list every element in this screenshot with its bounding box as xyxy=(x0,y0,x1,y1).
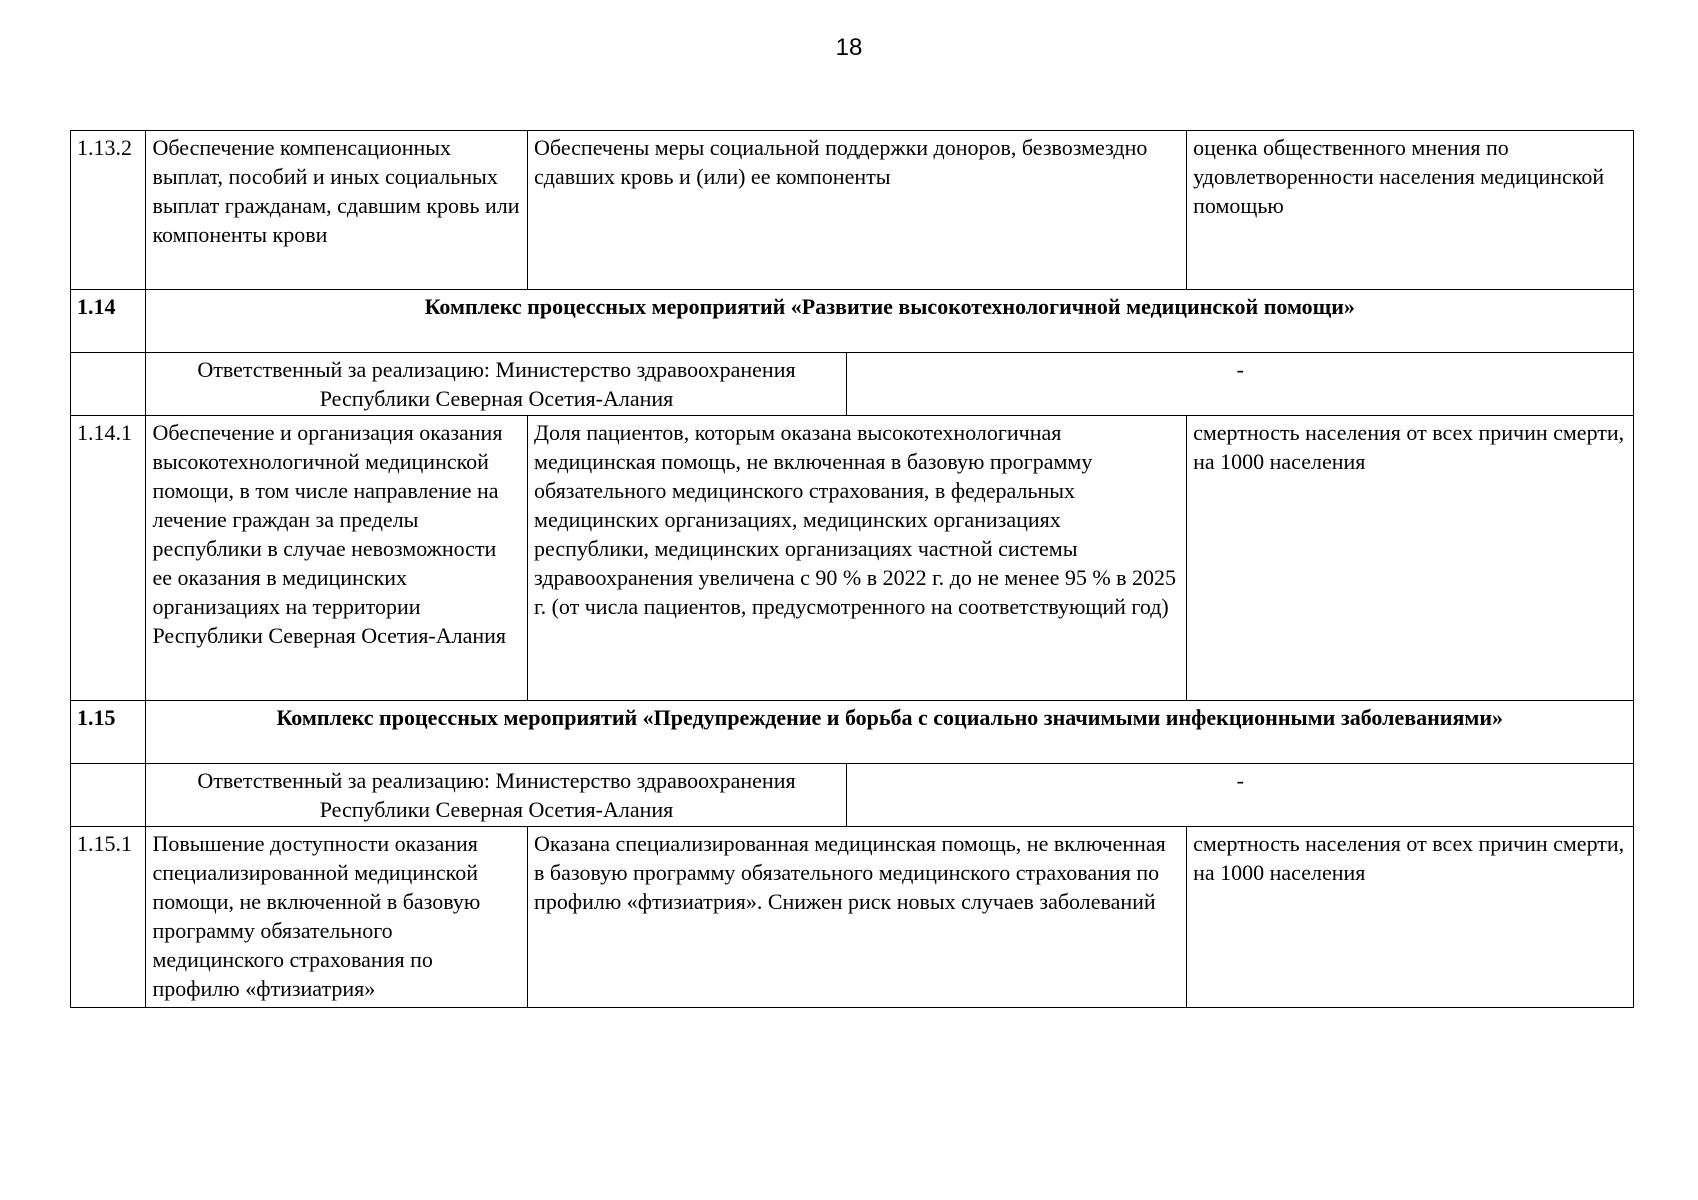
row-number: 1.14.1 xyxy=(71,416,146,701)
responsible-text: Ответственный за реализацию: Министерство здравоохранения Республики Северная Осетия-Алания xyxy=(146,764,847,826)
page-number: 18 xyxy=(835,34,863,61)
section-row xyxy=(71,290,1634,353)
empty-cell xyxy=(71,764,146,827)
row-number: 1.13.2 xyxy=(71,131,146,290)
section-row xyxy=(71,701,1634,764)
row-number: 1.15.1 xyxy=(71,827,146,1008)
indicator-cell: оценка общественного мнения по удовлетворенности населения медицинской помощью xyxy=(1187,131,1634,290)
section-number: 1.14 xyxy=(71,290,146,353)
responsible-text: Ответственный за реализацию: Министерство здравоохранения Республики Северная Осетия-Алания xyxy=(146,353,847,415)
empty-cell xyxy=(71,353,146,416)
table-row xyxy=(71,131,1634,290)
responsible-row xyxy=(71,764,1634,827)
responsible-cell xyxy=(146,764,1634,827)
result-cell: Оказана специализированная медицинская помощь, не включенная в базовую программу обязательного медицинского страхования по профилю «фтизиатрия». Снижен риск новых случаев заболеваний xyxy=(528,827,1187,1008)
measures-table xyxy=(70,130,1634,1008)
section-title: Комплекс процессных мероприятий «Предупреждение и борьба с социально значимыми инфекционными заболеваниями» xyxy=(146,701,1634,764)
task-cell: Обеспечение компенсационных выплат, пособий и иных социальных выплат гражданам, сдавшим кровь или компоненты крови xyxy=(146,131,528,290)
result-cell: Доля пациентов, которым оказана высокотехнологичная медицинская помощь, не включенная в базовую программу обязательного медицинского страхования, в федеральных медицинских организациях, медицинских организациях республики, медицинских организациях частной системы здравоохранения увеличена с 90 % в 2022 г. до не менее 95 % в 2025 г. (от числа пациентов, предусмотренного на соответствующий год) xyxy=(528,416,1187,701)
responsible-cell xyxy=(146,353,1634,416)
section-number: 1.15 xyxy=(71,701,146,764)
section-title: Комплекс процессных мероприятий «Развитие высокотехнологичной медицинской помощи» xyxy=(146,290,1634,353)
result-cell: Обеспечены меры социальной поддержки доноров, безвозмездно сдавших кровь и (или) ее компоненты xyxy=(528,131,1187,290)
term-text: - xyxy=(1236,357,1244,382)
task-cell: Повышение доступности оказания специализированной медицинской помощи, не включенной в базовую программу обязательного медицинского страхования по профилю «фтизиатрия» xyxy=(146,827,528,1008)
indicator-cell: смертность населения от всех причин смерти, на 1000 населения xyxy=(1187,827,1634,1008)
responsible-row xyxy=(71,353,1634,416)
term-text: - xyxy=(1236,768,1244,793)
indicator-cell: смертность населения от всех причин смерти, на 1000 населения xyxy=(1187,416,1634,701)
table-row xyxy=(71,827,1634,1008)
task-cell: Обеспечение и организация оказания высокотехнологичной медицинской помощи, в том числе направление на лечение граждан за пределы республики в случае невозможности ее оказания в медицинских организациях на территории Республики Северная Осетия-Алания xyxy=(146,416,528,701)
table-row xyxy=(71,416,1634,701)
